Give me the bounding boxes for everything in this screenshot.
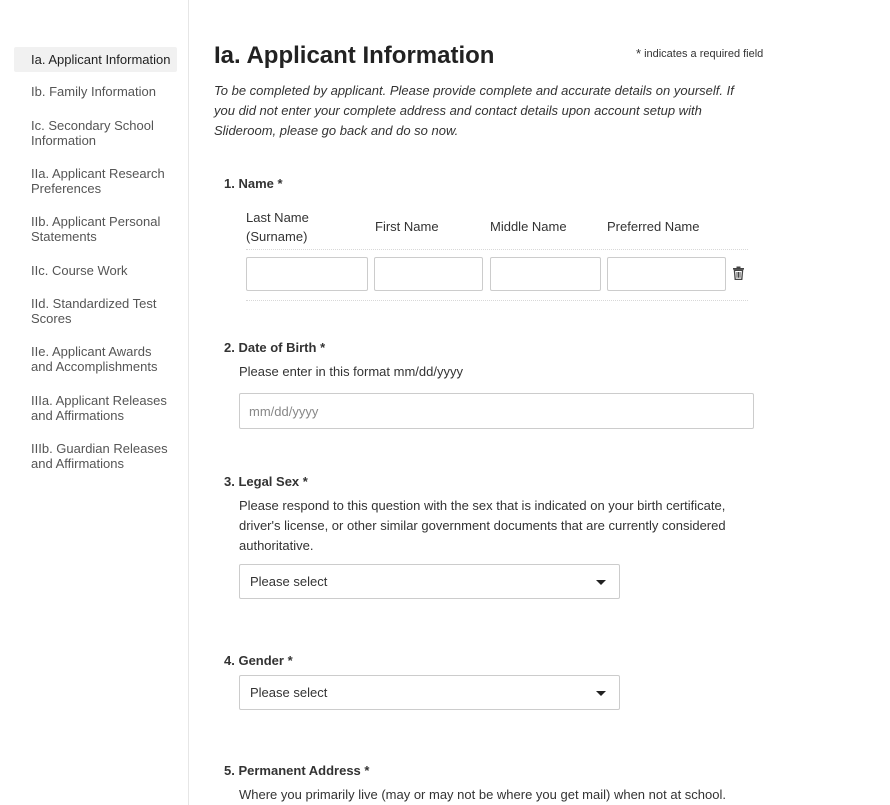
required-field-note — [636, 46, 763, 61]
legal-sex-selected-value: Please select — [250, 574, 328, 589]
sidebar-item-family-information[interactable]: Ib. Family Information — [31, 84, 156, 99]
caret-down-icon — [596, 691, 606, 696]
address-question-label: 5. Permanent Address * — [224, 763, 370, 778]
first-name-field[interactable] — [374, 257, 483, 291]
dob-field[interactable] — [239, 393, 754, 429]
sidebar-item-awards-accomplishments[interactable]: IIe. Applicant Awards and Accomplishments — [31, 344, 158, 374]
preferred-name-field[interactable] — [607, 257, 726, 291]
gender-selected-value: Please select — [250, 685, 328, 700]
sidebar-item-standardized-test-scores[interactable]: IId. Standardized Test Scores — [31, 296, 157, 326]
sidebar-item-secondary-school-information[interactable]: Ic. Secondary School Information — [31, 118, 154, 148]
last-name-field[interactable] — [246, 257, 368, 291]
middle-name-field[interactable] — [490, 257, 601, 291]
required-star: * — [636, 46, 642, 61]
dob-question-label: 2. Date of Birth * — [224, 340, 326, 355]
name-table-divider-top — [246, 249, 748, 250]
name-question-label: 1. Name * — [224, 176, 283, 191]
gender-select[interactable] — [239, 675, 620, 710]
last-name-input[interactable] — [247, 258, 367, 290]
dob-help-text: Please enter in this format mm/dd/yyyy — [239, 364, 463, 379]
legal-sex-question-label: 3. Legal Sex * — [224, 474, 308, 489]
page-title: Ia. Applicant Information — [214, 42, 495, 69]
gender-question-label: 4. Gender * — [224, 653, 293, 668]
sidebar-item-applicant-information[interactable]: Ia. Applicant Information — [14, 47, 177, 72]
required-note-text: indicates a required field — [644, 48, 764, 60]
first-name-header: First Name — [375, 219, 439, 234]
sidebar-item-guardian-releases[interactable]: IIIb. Guardian Releases and Affirmations — [31, 441, 168, 471]
trash-icon[interactable] — [732, 266, 745, 280]
middle-name-input[interactable] — [491, 258, 600, 290]
address-help-text: Where you primarily live (may or may not be where you get mail) when not at school. — [239, 787, 726, 802]
middle-name-header: Middle Name — [490, 219, 567, 234]
first-name-input[interactable] — [375, 258, 482, 290]
sidebar — [0, 0, 189, 805]
sidebar-item-course-work[interactable]: IIc. Course Work — [31, 263, 128, 278]
sidebar-item-applicant-releases[interactable]: IIIa. Applicant Releases and Affirmations — [31, 393, 167, 423]
last-name-header: Last Name (Surname) — [246, 210, 309, 244]
intro-text: To be completed by applicant. Please provide complete and accurate details on yourself. If you did not enter your complete address and contact details upon account setup with Slideroom, please go back and do so now. — [214, 83, 734, 138]
caret-down-icon — [596, 580, 606, 585]
sidebar-item-research-preferences[interactable]: IIa. Applicant Research Preferences — [31, 166, 165, 196]
legal-sex-select[interactable] — [239, 564, 620, 599]
name-table-divider-bottom — [246, 300, 748, 301]
sidebar-item-personal-statements[interactable]: IIb. Applicant Personal Statements — [31, 214, 161, 244]
legal-sex-help-text: Please respond to this question with the sex that is indicated on your birth certificate, driver's license, or other similar government documents that are currently considered authoritative. — [239, 498, 726, 553]
preferred-name-input[interactable] — [608, 258, 725, 290]
dob-input[interactable] — [240, 394, 753, 428]
section-nav — [14, 47, 177, 471]
preferred-name-header: Preferred Name — [607, 219, 700, 234]
